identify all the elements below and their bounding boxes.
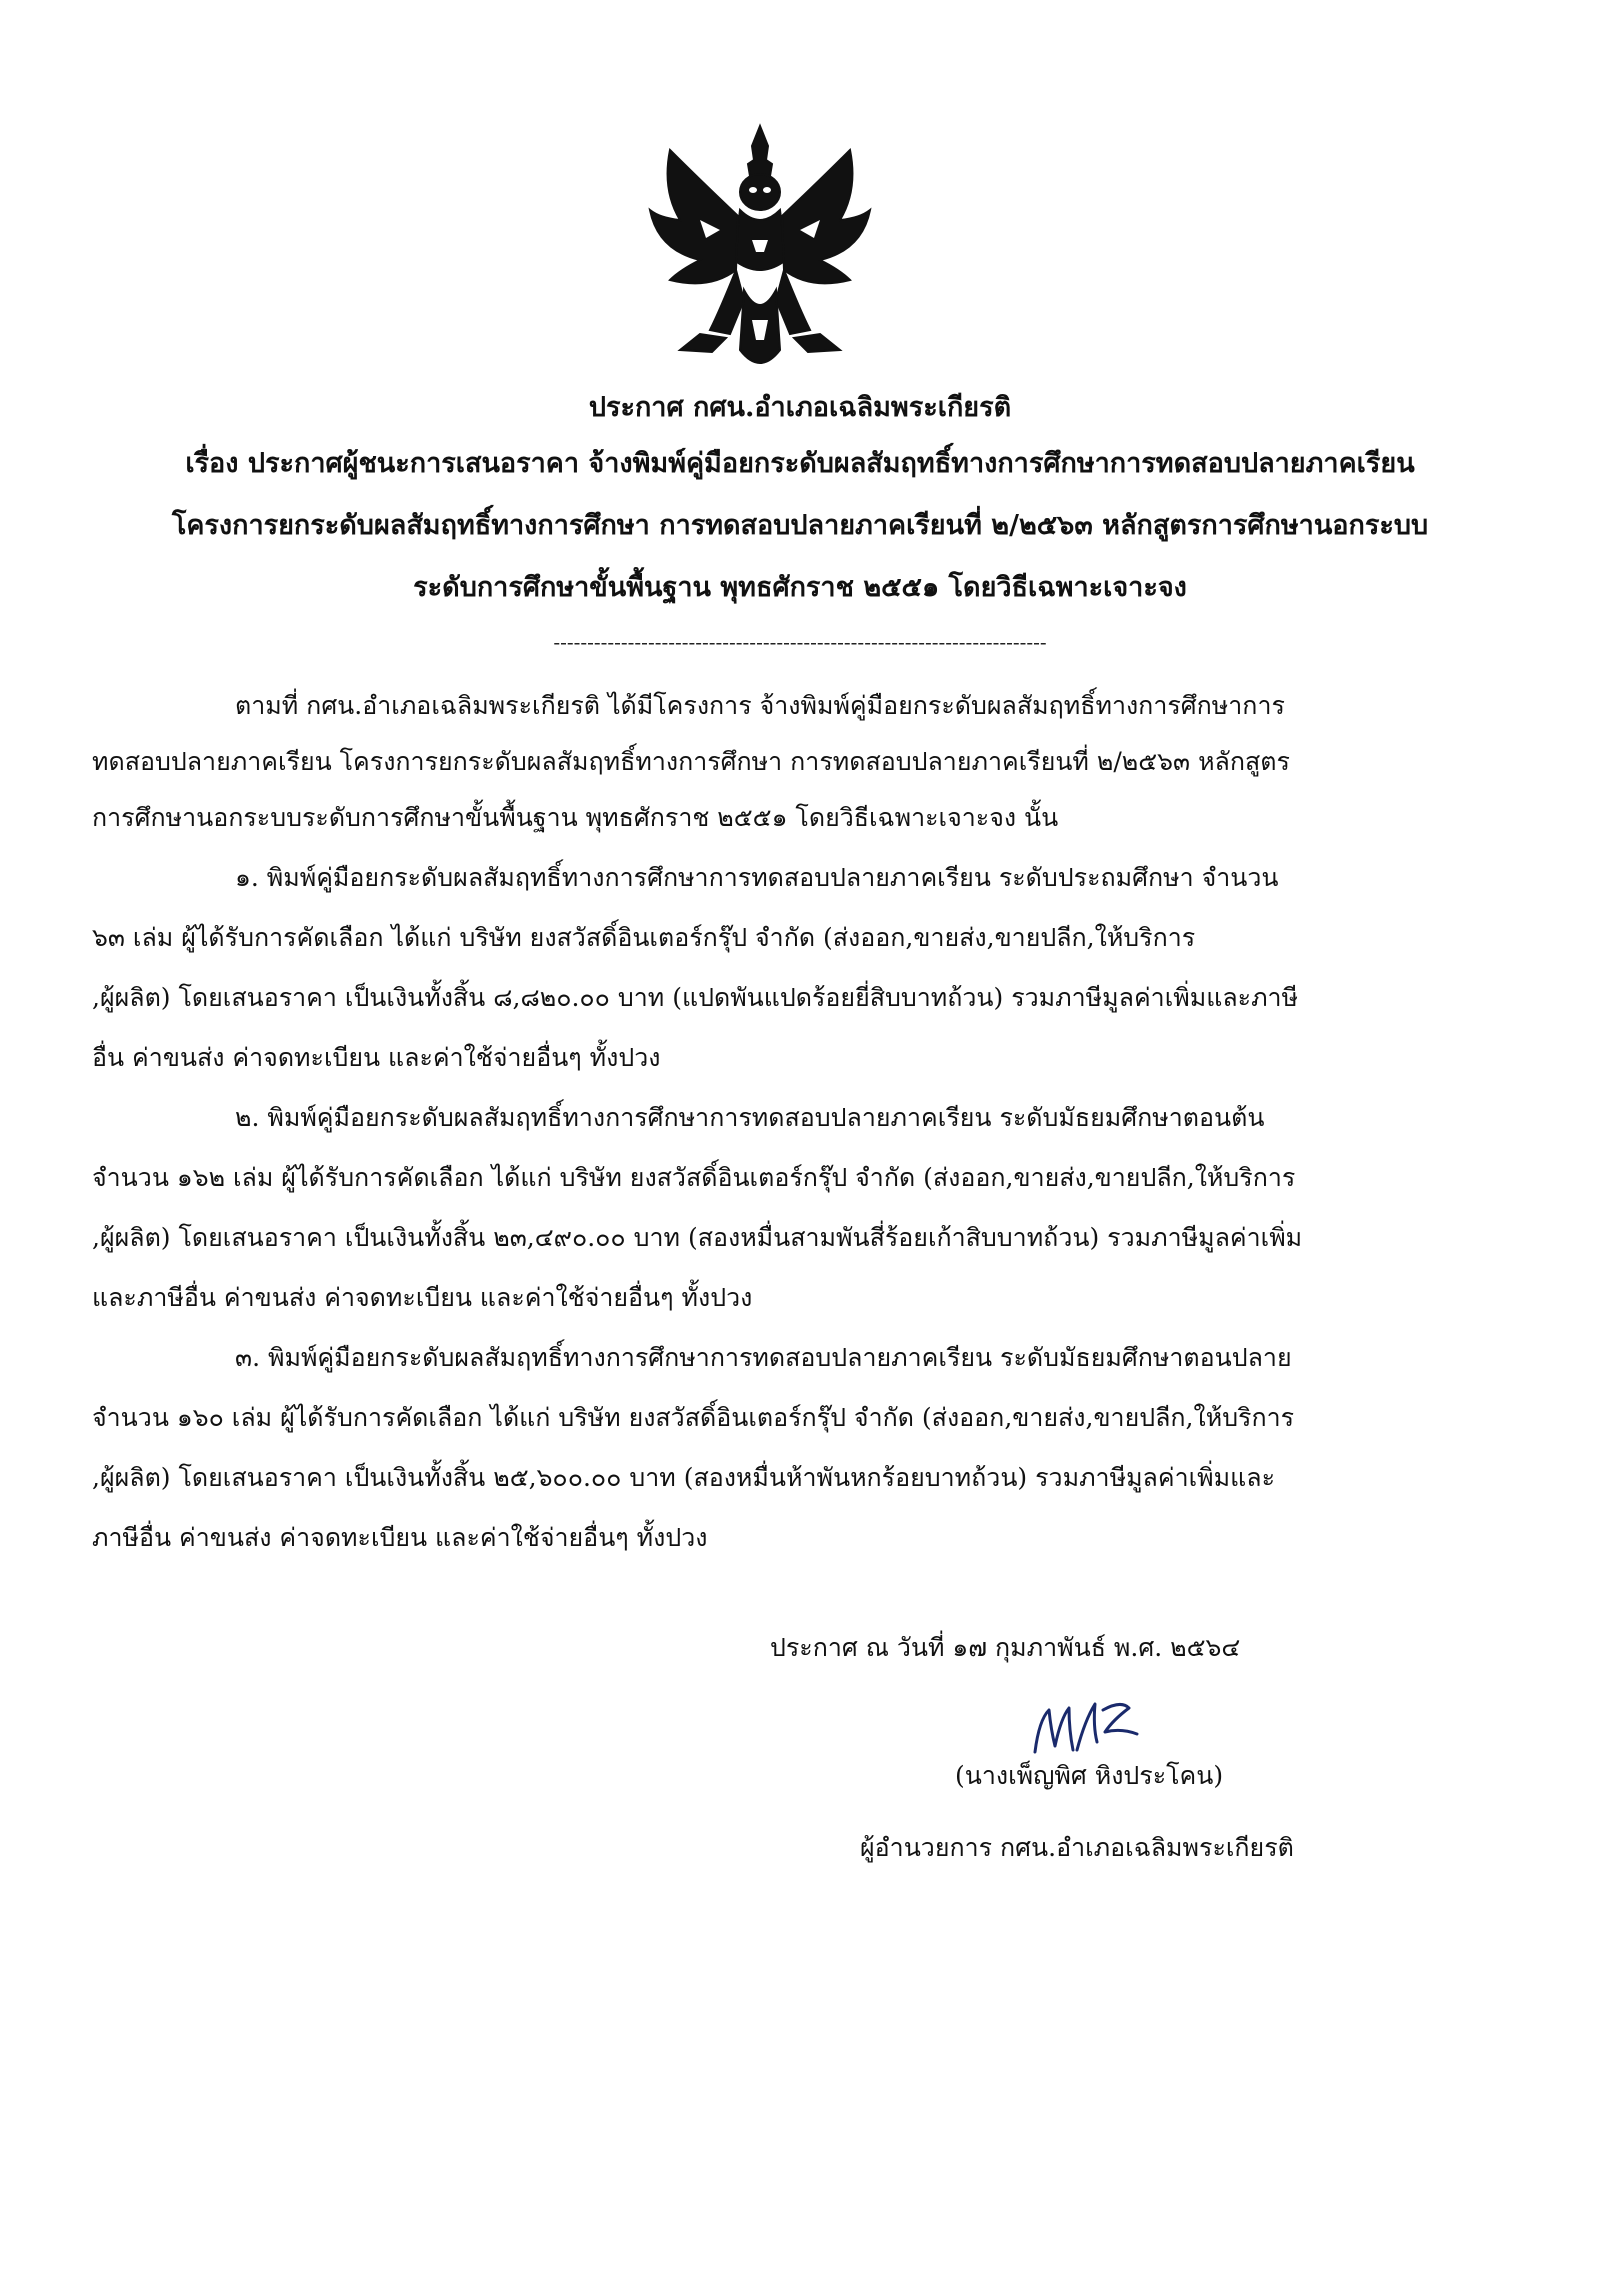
item-1-line-2: ๖๓ เล่ม ผู้ได้รับการคัดเลือก ได้แก่ บริษัท ยงสวัสดิ์อินเตอร์กรุ๊ป จำกัด (ส่งออก,ขายส่ง,ขายปลีก,ให้บริการ [92, 923, 1196, 952]
subject-line-1: เรื่อง ประกาศผู้ชนะการเสนอราคา จ้างพิมพ์คู่มือยกระดับผลสัมฤทธิ์ทางการศึกษาการทดสอบปลายภาคเรียน [185, 448, 1415, 479]
signer-name: (นางเพ็ญพิศ หิงประโคน) [955, 1761, 1224, 1790]
separator-line: ------------------------------------------------------------------------- [553, 630, 1047, 654]
item-2-line-2: จำนวน ๑๖๒ เล่ม ผู้ได้รับการคัดเลือก ได้แก่ บริษัท ยงสวัสดิ์อินเตอร์กรุ๊ป จำกัด (ส่งออก,ขายส่ง,ขายปลีก,ให้บริการ [92, 1163, 1296, 1192]
item-3-line-1: ๓. พิมพ์คู่มือยกระดับผลสัมฤทธิ์ทางการศึกษาการทดสอบปลายภาคเรียน ระดับมัธยมศึกษาตอนปลาย [235, 1343, 1292, 1372]
item-3-line-2: จำนวน ๑๖๐ เล่ม ผู้ได้รับการคัดเลือก ได้แก่ บริษัท ยงสวัสดิ์อินเตอร์กรุ๊ป จำกัด (ส่งออก,ขายส่ง,ขายปลีก,ให้บริการ [92, 1403, 1295, 1432]
item-3-line-4: ภาษีอื่น ค่าขนส่ง ค่าจดทะเบียน และค่าใช้จ่ายอื่นๆ ทั้งปวง [92, 1523, 708, 1552]
item-3-line-3: ,ผู้ผลิต) โดยเสนอราคา เป็นเงินทั้งสิ้น ๒๕,๖๐๐.๐๐ บาท (สองหมื่นห้าพันหกร้อยบาทถ้วน) รวมภาษีมูลค่าเพิ่มและ [92, 1463, 1275, 1492]
intro-line-2: ทดสอบปลายภาคเรียน โครงการยกระดับผลสัมฤทธิ์ทางการศึกษา การทดสอบปลายภาคเรียนที่ ๒/๒๕๖๓ หลักสูตร [92, 747, 1290, 776]
signer-position: ผู้อำนวยการ กศน.อำเภอเฉลิมพระเกียรติ [860, 1833, 1294, 1862]
intro-line-1: ตามที่ กศน.อำเภอเฉลิมพระเกียรติ ได้มีโครงการ จ้างพิมพ์คู่มือยกระดับผลสัมฤทธิ์ทางการศึกษาการ [235, 691, 1285, 720]
item-2-line-4: และภาษีอื่น ค่าขนส่ง ค่าจดทะเบียน และค่าใช้จ่ายอื่นๆ ทั้งปวง [92, 1283, 753, 1312]
item-1-line-4: อื่น ค่าขนส่ง ค่าจดทะเบียน และค่าใช้จ่ายอื่นๆ ทั้งปวง [92, 1043, 661, 1072]
item-1-line-1: ๑. พิมพ์คู่มือยกระดับผลสัมฤทธิ์ทางการศึกษาการทดสอบปลายภาคเรียน ระดับประถมศึกษา จำนวน [235, 863, 1279, 892]
garuda-emblem-icon [640, 120, 880, 380]
item-1-line-3: ,ผู้ผลิต) โดยเสนอราคา เป็นเงินทั้งสิ้น ๘,๘๒๐.๐๐ บาท (แปดพันแปดร้อยยี่สิบบาทถ้วน) รวมภาษีมูลค่าเพิ่มและภาษี [92, 983, 1299, 1012]
subject-line-2: โครงการยกระดับผลสัมฤทธิ์ทางการศึกษา การทดสอบปลายภาคเรียนที่ ๒/๒๕๖๓ หลักสูตรการศึกษานอกระบบ [171, 510, 1429, 541]
announcement-date: ประกาศ ณ วันที่ ๑๗ กุมภาพันธ์ พ.ศ. ๒๕๖๔ [770, 1633, 1241, 1662]
document-title: ประกาศ กศน.อำเภอเฉลิมพระเกียรติ [588, 392, 1012, 423]
intro-line-3: การศึกษานอกระบบระดับการศึกษาขั้นพื้นฐาน พุทธศักราช ๒๕๕๑ โดยวิธีเฉพาะเจาะจง นั้น [92, 803, 1059, 832]
item-2-line-3: ,ผู้ผลิต) โดยเสนอราคา เป็นเงินทั้งสิ้น ๒๓,๔๙๐.๐๐ บาท (สองหมื่นสามพันสี่ร้อยเก้าสิบบาทถ้วน) รวมภาษีมูลค่าเพิ่ม [92, 1223, 1303, 1252]
item-2-line-1: ๒. พิมพ์คู่มือยกระดับผลสัมฤทธิ์ทางการศึกษาการทดสอบปลายภาคเรียน ระดับมัธยมศึกษาตอนต้น [235, 1103, 1265, 1132]
subject-line-3: ระดับการศึกษาขั้นพื้นฐาน พุทธศักราช ๒๕๕๑ โดยวิธีเฉพาะเจาะจง [413, 572, 1187, 603]
